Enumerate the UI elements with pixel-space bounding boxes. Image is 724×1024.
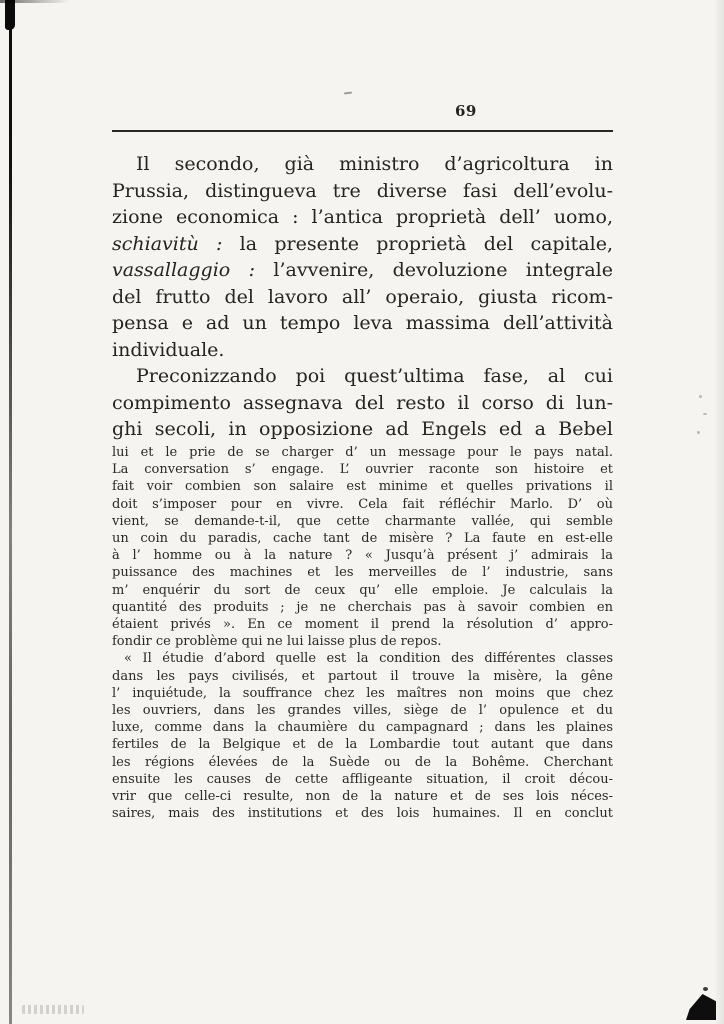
text-line: pensa e ad un tempo leva massima dell’attività bbox=[112, 312, 613, 334]
text-line: compimento assegnava del resto il corso di lun- bbox=[112, 391, 613, 414]
main-text-block bbox=[112, 151, 613, 443]
text-line: fait voir combien son salaire est minime et quelles privations il bbox=[112, 479, 613, 495]
text-line: lui et le prie de se charger d’ un message pour le pays natal. bbox=[112, 445, 613, 460]
main-paragraph-1 bbox=[112, 151, 613, 363]
text-line: ensuite les causes de cette affligeante situation, il croit décou- bbox=[112, 771, 613, 787]
text-line: les régions élevées de la Suède ou de la Bohême. Cherchant bbox=[112, 754, 613, 770]
text-line: un coin du paradis, cache tant de misère ? La faute en est-elle bbox=[112, 531, 613, 547]
text-line: Preconizzando poi quest’ultima fase, al cui bbox=[136, 365, 613, 387]
text-line: La conversation s’ engage. L’ ouvrier raconte son histoire et bbox=[112, 462, 613, 478]
text-line: ghi secoli, in opposizione ad Engels ed a Bebel bbox=[112, 418, 613, 440]
text-line: individuale. bbox=[112, 338, 225, 361]
text-line: zione economica : l’antica proprietà dell’ uomo, bbox=[112, 206, 613, 228]
text-line: vient, se demande-t-il, que cette charmante vallée, qui semble bbox=[112, 513, 613, 529]
scan-artifact-bottom-right-mark bbox=[686, 994, 716, 1020]
text-line: les ouvriers, dans les grandes villes, siège de l’ opulence et du bbox=[112, 703, 613, 719]
footnote-paragraph-2 bbox=[112, 650, 613, 822]
text-line: étaient privés ». En ce moment il prend la résolution d’ appro- bbox=[112, 617, 613, 633]
page-number: 69 bbox=[455, 102, 477, 120]
text-line: puissance des machines et les merveilles de l’ industrie, sans bbox=[112, 565, 613, 581]
text-line: Il secondo, già ministro d’agricoltura in bbox=[136, 153, 613, 175]
scan-artifact-faint-stamp bbox=[22, 1005, 84, 1014]
footnote-paragraph-1 bbox=[112, 444, 613, 650]
main-paragraph-2 bbox=[112, 363, 613, 443]
text-line: à l’ homme ou à la nature ? « Jusqu’à présent j’ admirais la bbox=[112, 548, 613, 564]
text-line: fondir ce problème qui ne lui laisse plus de repos. bbox=[112, 634, 442, 650]
text-line: fertiles de la Belgique et de la Lombardie tout autant que dans bbox=[112, 737, 613, 753]
scan-artifact-top-smear bbox=[0, 0, 70, 3]
text-line: vrir que celle-ci resulte, non de la nature et de ses lois néces- bbox=[112, 789, 613, 805]
scan-artifact-dot bbox=[699, 395, 702, 398]
scan-artifact-speck bbox=[344, 91, 352, 94]
text-line: saires, mais des institutions et des lois humaines. Il en conclut bbox=[112, 806, 613, 822]
header-rule bbox=[112, 130, 613, 132]
text-line: luxe, comme dans la chaumière du campagnard ; dans les plaines bbox=[112, 720, 613, 736]
text-line: « Il étudie d’abord quelle est la condition des différentes classes bbox=[124, 651, 613, 667]
text-line: l’ inquiétude, la souffrance chez les maîtres non moins que chez bbox=[112, 685, 613, 701]
scan-artifact-bottom-right-dot bbox=[703, 987, 708, 991]
text-line: Prussia, distingueva tre diverse fasi dell’evolu- bbox=[112, 179, 613, 202]
text-line: dans les pays civilisés, et partout il trouve la misère, la gêne bbox=[112, 668, 613, 684]
text-line: doit s’imposer pour en vivre. Cela fait réfléchir Marlo. D’ où bbox=[112, 496, 613, 512]
text-line: schiavitù : la presente proprietà del capitale, bbox=[112, 232, 613, 255]
text-line: del frutto del lavoro all’ operaio, giusta ricom- bbox=[112, 285, 613, 308]
text-line: quantité des produits ; je ne cherchais pas à savoir combien en bbox=[112, 599, 613, 615]
scan-artifact-left-edge bbox=[9, 0, 12, 1024]
scan-artifact-dot bbox=[697, 431, 700, 434]
scan-artifact-top-left-blob bbox=[5, 0, 15, 30]
footnote-block bbox=[112, 444, 613, 822]
text-line: m’ enquérir du sort de ceux qu’ elle emploie. Je calculais la bbox=[112, 582, 613, 598]
text-line: vassallaggio : l’avvenire, devoluzione integrale bbox=[112, 259, 614, 281]
scan-artifact-dot bbox=[703, 413, 707, 415]
